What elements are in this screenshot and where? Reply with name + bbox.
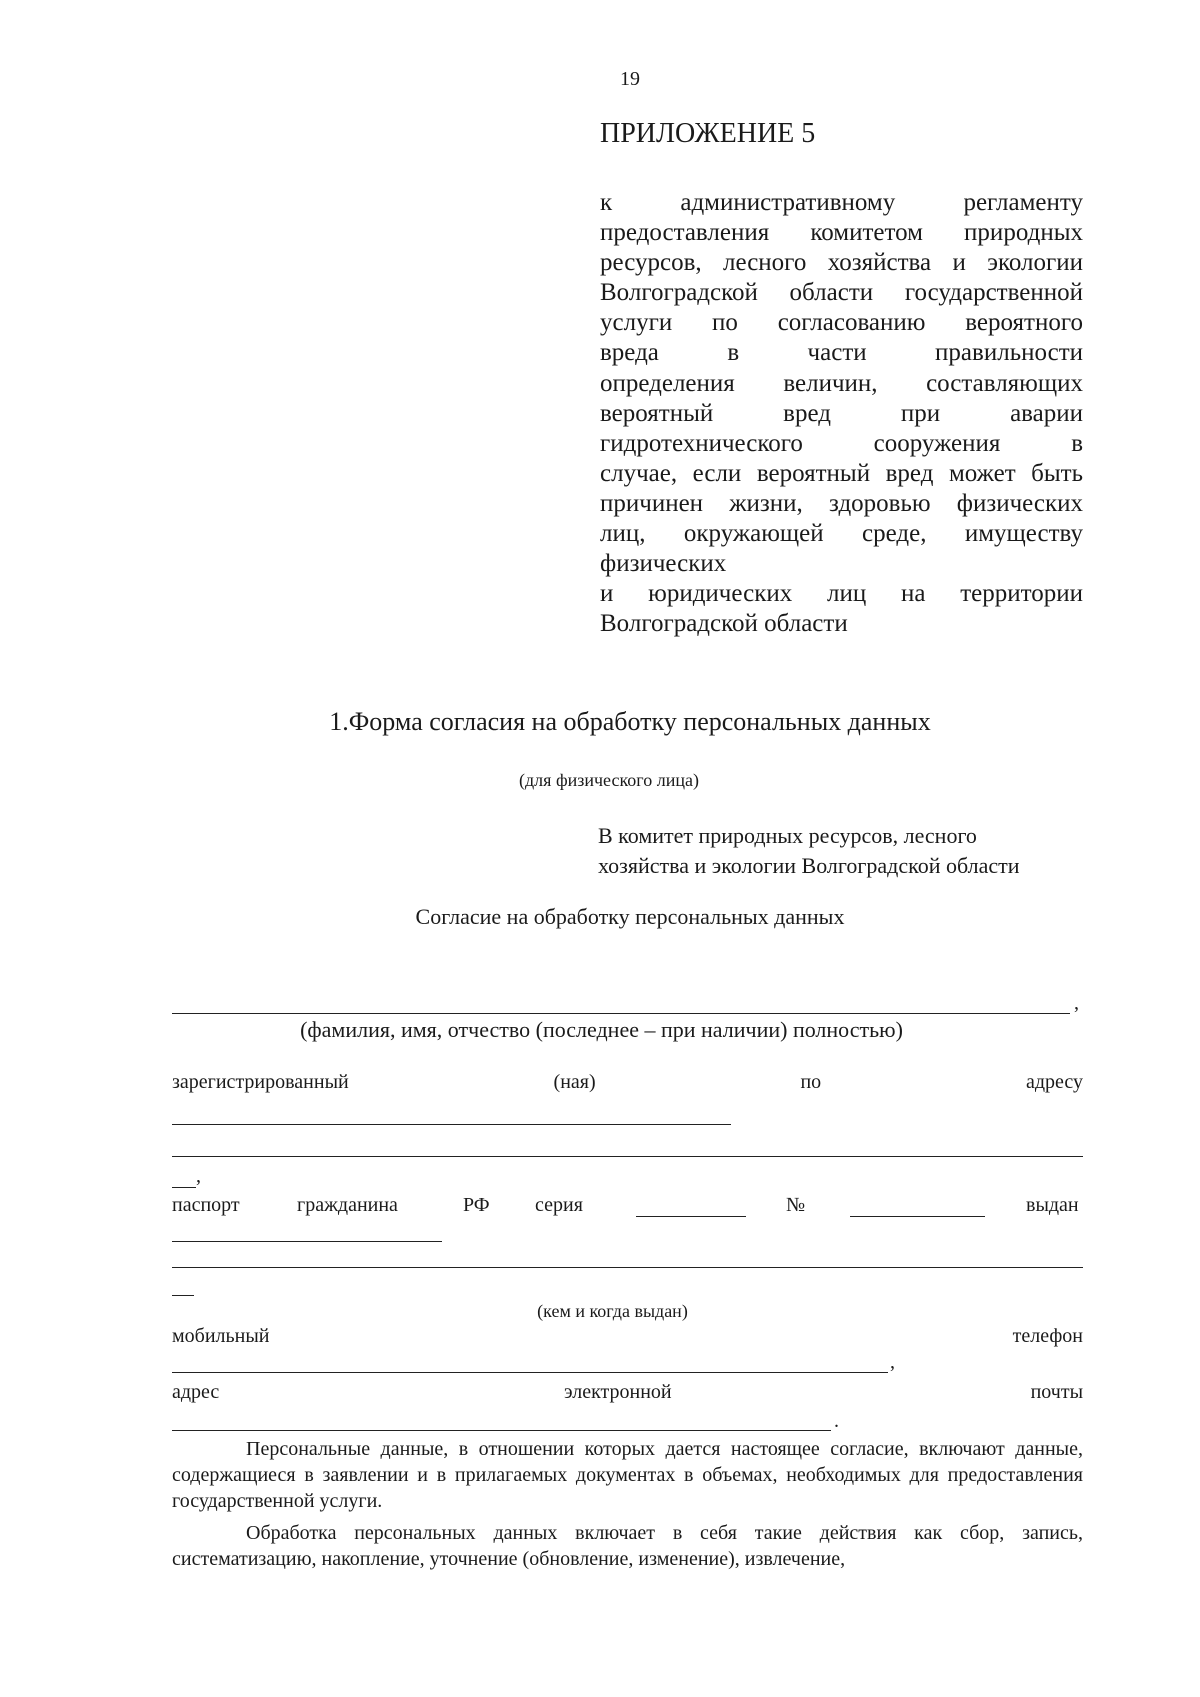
full-name-caption: (фамилия, имя, отчество (последнее – при наличии) полностью) [300, 1017, 903, 1042]
consent-paragraph-2: Обработка персональных данных включает в себя такие действия как сбор, запись, систематизацию, накопление, уточнение (обновление, изменение), извлечение, [172, 1522, 1083, 1570]
section-title: 1.Форма согласия на обработку персональных данных [329, 707, 931, 736]
comma: , [1074, 992, 1079, 1014]
period: . [834, 1410, 839, 1432]
label-issued: выдан [1026, 1194, 1079, 1216]
appendix-line: лиц, окружающей среде, имуществу [600, 520, 1083, 548]
label-email-mail: почты [1030, 1381, 1083, 1403]
passport-series-field[interactable] [636, 1216, 746, 1217]
appendix-description [600, 188, 1083, 639]
label-mobile: мобильный [172, 1325, 270, 1347]
consent-paragraph-1: Персональные данные, в отношении которых дается настоящее согласие, включают данные, содержащиеся в заявлении и в прилагаемых документах в объемах, необходимых для предоставления государственной услуги. [172, 1438, 1083, 1512]
issued-by-field-line-2[interactable] [172, 1267, 1083, 1268]
appendix-line: физических [600, 550, 727, 578]
appendix-line: причинен жизни, здоровью физических [600, 489, 1083, 517]
page-number: 19 [620, 68, 640, 90]
appendix-line: Волгоградской области [600, 610, 848, 638]
label-passport: паспорт [172, 1194, 240, 1216]
label-email-electronic: электронной [564, 1381, 672, 1403]
appendix-title: ПРИЛОЖЕНИЕ 5 [600, 118, 816, 149]
label-citizen: гражданина [297, 1194, 398, 1216]
passport-number-field[interactable] [850, 1216, 985, 1217]
appendix-line: ресурсов, лесного хозяйства и экологии [600, 249, 1083, 277]
label-series: серия [535, 1194, 583, 1216]
comma: , [196, 1165, 201, 1187]
label-registered-suffix: (ная) [553, 1071, 596, 1093]
recipient-line: В комитет природных ресурсов, лесного [598, 823, 977, 848]
label-email-address: адрес [172, 1381, 220, 1403]
address-field-line-3[interactable] [172, 1187, 196, 1188]
address-field-line-1[interactable] [172, 1124, 731, 1125]
recipient-line: хозяйства и экологии Волгоградской области [598, 853, 1020, 878]
appendix-line: вероятный вред при аварии [600, 399, 1083, 427]
issued-by-caption: (кем и когда выдан) [537, 1301, 688, 1321]
issued-by-field-line-3[interactable] [172, 1295, 194, 1296]
label-phone: телефон [1012, 1325, 1083, 1347]
email-field[interactable] [172, 1430, 831, 1431]
section-subtitle: (для физического лица) [519, 770, 699, 790]
appendix-line: услуги по согласованию вероятного [600, 309, 1083, 337]
appendix-line: вреда в части правильности [600, 339, 1083, 367]
label-registered: зарегистрированный [172, 1071, 349, 1093]
recipient-block [598, 821, 1020, 881]
appendix-line: Волгоградской области государственной [600, 279, 1083, 307]
appendix-line: к административному регламенту [600, 189, 1083, 216]
label-rf: РФ [463, 1194, 490, 1216]
mobile-phone-field[interactable] [172, 1372, 888, 1373]
label-number-sign: № [786, 1194, 806, 1216]
appendix-line: гидротехнического сооружения в [600, 429, 1083, 457]
label-address: адресу [1025, 1071, 1084, 1093]
appendix-line: случае, если вероятный вред может быть [600, 459, 1083, 487]
appendix-line: предоставления комитетом природных [600, 219, 1083, 247]
registered-address-row [172, 1071, 1083, 1094]
appendix-line: и юридических лиц на территории [600, 580, 1083, 608]
full-name-field[interactable] [172, 1013, 1070, 1014]
address-field-line-2[interactable] [172, 1156, 1083, 1157]
label-at: по [800, 1071, 822, 1093]
consent-title: Согласие на обработку персональных данных [415, 904, 845, 929]
appendix-line: определения величин, составляющих [600, 369, 1083, 397]
comma: , [890, 1351, 895, 1373]
issued-by-field-line-1[interactable] [172, 1241, 442, 1242]
